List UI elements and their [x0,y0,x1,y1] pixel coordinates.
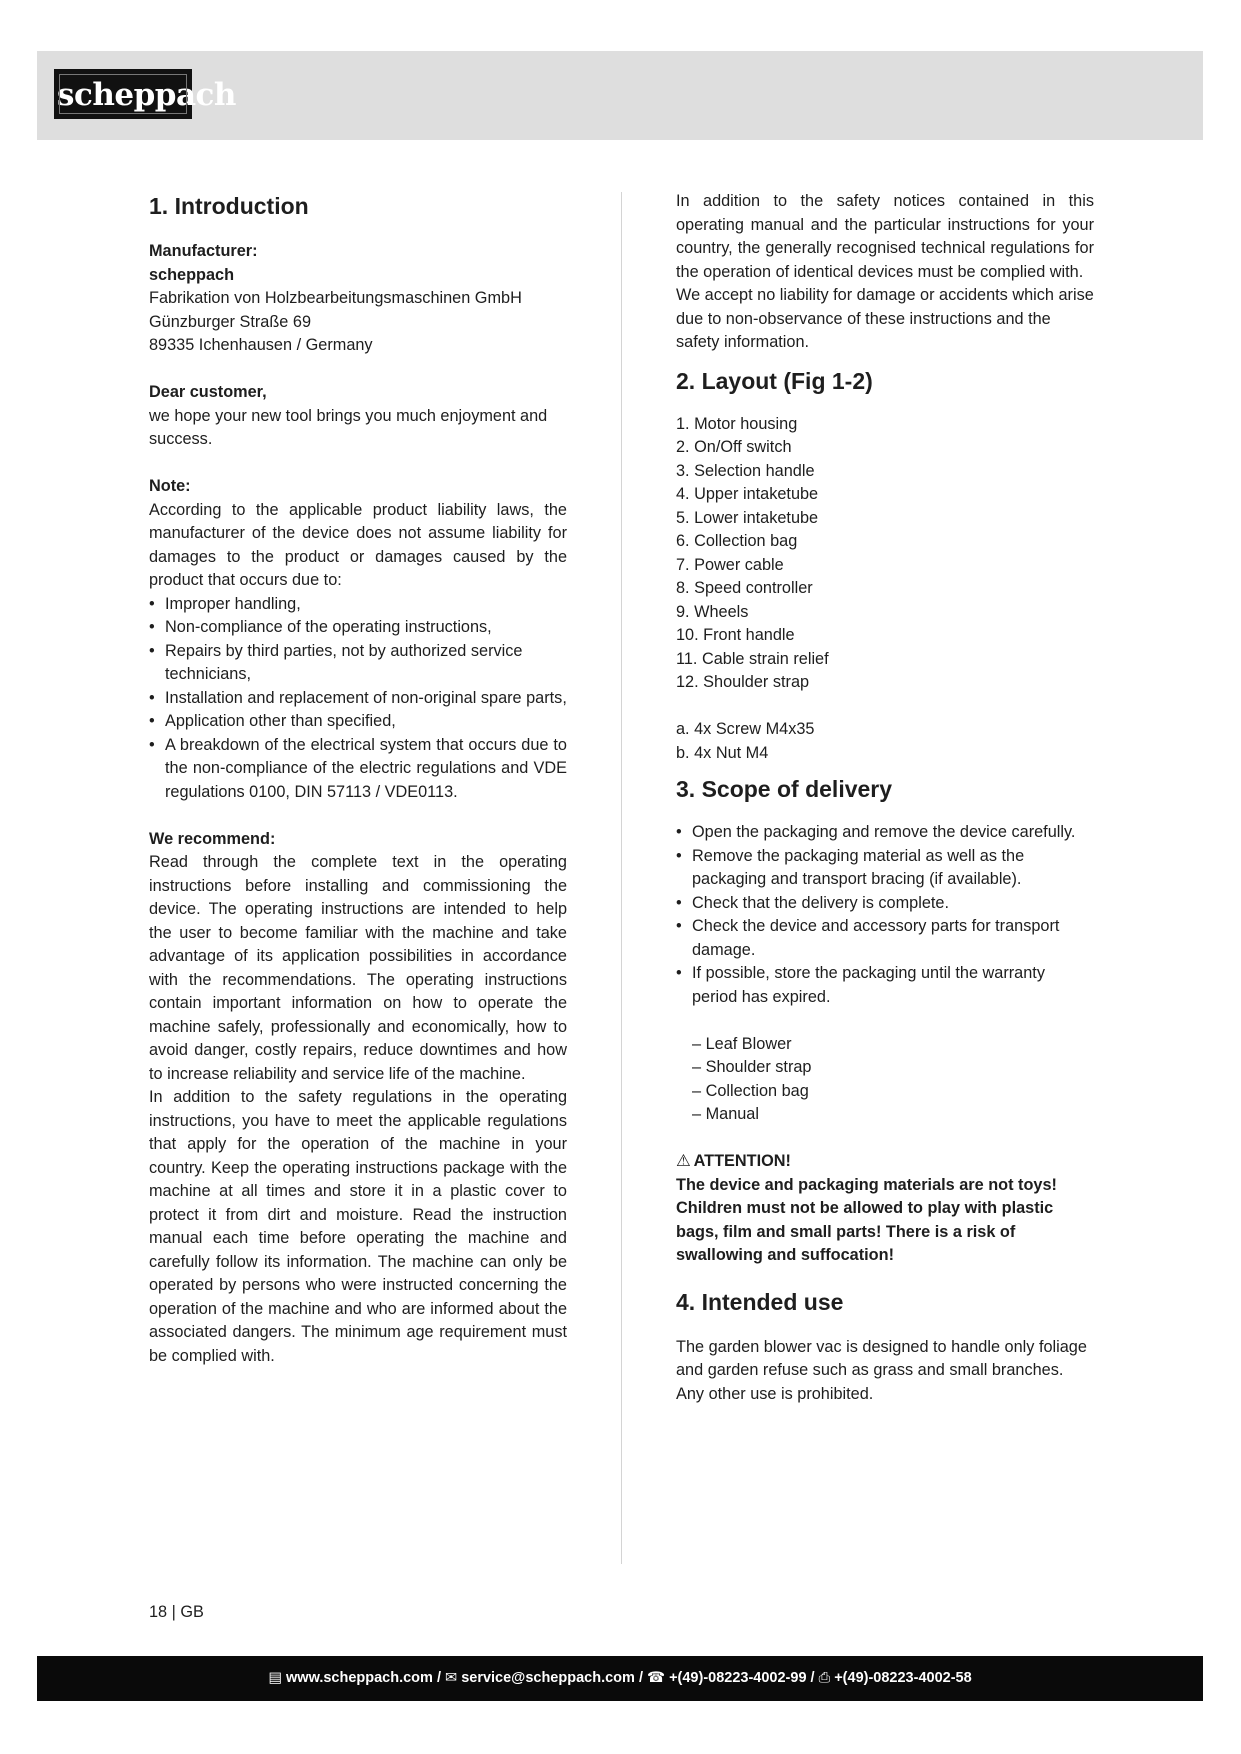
accessory-list [676,718,1094,765]
list-item: 8. Speed controller [676,579,813,597]
intended-use-text: The garden blower vac is designed to handle only foliage and garden refuse such as grass and small branches. Any other use is prohibited. [676,1337,1087,1403]
monitor-icon: ▤ [268,1670,283,1686]
list-item: • A breakdown of the electrical system that occurs due to the non-compliance of the electric regulations and VDE regulations 0100, DIN 57113 / VDE0113. [149,734,567,805]
list-item: – Collection bag [692,1081,809,1100]
layout-heading: 2. Layout (Fig 1-2) [676,367,873,394]
list-item: • Check the device and accessory parts for transport damage. [676,915,1094,962]
list-item: a. 4x Screw M4x35 [676,720,815,738]
list-item: 1. Motor housing [676,414,798,433]
list-item: 4. Upper intaketube [676,485,819,503]
intended-use-heading: 4. Intended use [676,1288,844,1315]
list-item: 7. Power cable [676,555,784,574]
email-link[interactable]: service@scheppach.com / [461,1670,643,1686]
address-line: Günzburger Straße 69 [149,312,311,331]
right-column [676,190,1094,1406]
scope-bullet-list [676,821,1094,1009]
list-item: 11. Cable strain relief [676,649,829,668]
recommend-label: We recommend: [149,829,276,848]
list-item: – Shoulder strap [692,1058,812,1076]
dear-customer-label: Dear customer, [149,383,267,401]
scheppach-logo: scheppach [54,69,192,119]
website-link[interactable]: www.scheppach.com / [286,1670,441,1686]
fax-icon: ⎙ [818,1670,831,1686]
email-icon: ✉ [445,1670,458,1686]
left-column [149,190,567,1368]
address-line: Fabrikation von Holzbearbeitungsmaschinen GmbH [149,289,522,307]
list-item: – Leaf Blower [692,1034,792,1053]
recommend-paragraph: In addition to the safety regulations in the operating instructions, you have to meet the applicable regulations that apply for the operation of the machine in your country. Keep the operating instructions package with the machine at all times and store it in a plastic cover to protect it from dirt and moisture. Read the instruction manual each time before operating the machine and carefully follow its information. The machine can only be operated by persons who were instructed concerning the operation of the machine and who are informed about the associated dangers. The minimum age requirement must be complied with. [149,1088,567,1365]
list-item: 12. Shoulder strap [676,673,810,691]
manufacturer-name: scheppach [149,265,235,284]
list-item: 3. Selection handle [676,461,815,480]
attention-label: ATTENTION! [693,1152,791,1170]
recommend-paragraph: Read through the complete text in the operating instructions before installing and commissioning the device. The operating instructions are intended to help the user to become familiar with the machine and take advantage of its application possibilities in accordance with the recommendations. The operating instructions contain important information on how to operate the machine safely, professionally and economically, how to avoid danger, costly repairs, reduce downtimes and how to increase reliability and service life of the machine. [149,853,567,1083]
phone-number: +(49)-08223-4002-99 / [669,1670,815,1686]
list-item: 9. Wheels [676,602,749,621]
scope-heading: 3. Scope of delivery [676,776,893,802]
intro-continuation: In addition to the safety notices contained in this operating manual and the particular instructions for your country, the generally recognised technical regulations for the operation of identical devices must be complied with. [676,192,1094,281]
list-item: • Open the packaging and remove the device carefully. [676,821,1094,845]
list-item: • Application other than specified, [149,710,567,734]
list-item: • Installation and replacement of non-original spare parts, [149,687,567,711]
list-item: • Improper handling, [149,593,567,617]
list-item: • If possible, store the packaging until the warranty period has expired. [676,962,1094,1009]
note-bullet-list [149,593,567,805]
column-divider [621,192,622,1564]
list-item: 10. Front handle [676,626,795,644]
footer-contact-bar [37,1656,1203,1701]
attention-heading [676,1150,1094,1174]
list-item: • Non-compliance of the operating instructions, [149,616,567,640]
list-item: • Remove the packaging material as well as the packaging and transport bracing (if available). [676,845,1094,892]
page-number: 18 | GB [149,1603,204,1621]
note-label: Note: [149,477,191,495]
attention-text: The device and packaging materials are not toys! Children must not be allowed to play with plastic bags, film and small parts! There is a risk of swallowing and suffocation! [676,1175,1057,1264]
note-text: According to the applicable product liability laws, the manufacturer of the device does not assume liability for damages to the product or damages caused by the product that occurs due to: [149,500,567,589]
list-item: 6. Collection bag [676,532,798,550]
list-item: 5. Lower intaketube [676,508,819,527]
intro-heading: 1. Introduction [149,193,309,219]
delivery-items-list [676,1033,1094,1127]
list-item: • Repairs by third parties, not by authorized service technicians, [149,640,567,687]
address-line: 89335 Ichenhausen / Germany [149,336,373,354]
warning-triangle-icon: ⚠ [676,1152,691,1170]
list-item: b. 4x Nut M4 [676,743,769,762]
list-item: 2. On/Off switch [676,438,792,456]
fax-number: +(49)-08223-4002-58 [834,1670,972,1686]
manufacturer-label: Manufacturer: [149,242,258,260]
list-item: • Check that the delivery is complete. [676,892,1094,916]
list-item: – Manual [692,1105,759,1123]
layout-list [676,413,1094,695]
dear-customer-text: we hope your new tool brings you much enjoyment and success. [149,406,548,448]
phone-icon: ☎ [647,1670,666,1686]
intro-continuation: We accept no liability for damage or accidents which arise due to non-observance of these instructions and the safety information. [676,286,1094,351]
